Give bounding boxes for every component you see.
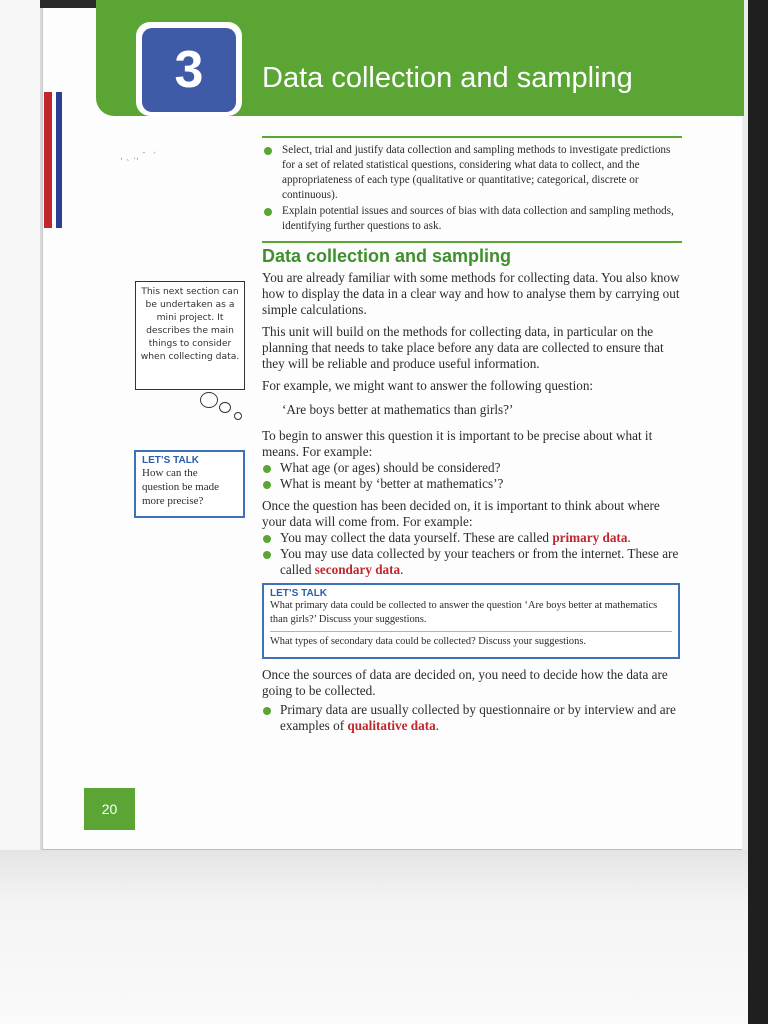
objective-item: Explain potential issues and sources of bias with data collection and sampling methods, identifying further questions to ask. <box>262 204 682 234</box>
paragraph: To begin to answer this question it is important to be precise about what it means. For example: <box>262 428 653 459</box>
lets-talk-title: LET’S TALK <box>142 455 200 466</box>
page-tab-blue <box>56 92 62 228</box>
paragraph: This unit will build on the methods for collecting data, in particular on the planning that needs to take place before any data are collected to ensure that they will be reliable and produce useful information. <box>262 324 664 371</box>
side-lets-talk-box <box>134 450 245 518</box>
page-number: 20 <box>84 788 135 830</box>
thought-bubble-icon <box>234 412 242 420</box>
bullet-icon <box>264 208 272 216</box>
list-item: What is meant by ‘better at mathematics’? <box>262 476 682 492</box>
list-item: You may use data collected by your teachers or from the internet. These are called secondary data. <box>262 546 682 578</box>
bullet-icon <box>264 147 272 155</box>
key-term: qualitative data <box>347 718 436 733</box>
divider <box>270 631 672 632</box>
paragraph: Once the question has been decided on, it is important to think about where your data will come from. For example: <box>262 498 660 529</box>
list-item: You may collect the data yourself. These are called primary data. <box>262 530 682 546</box>
main-text-continued <box>262 667 682 734</box>
chapter-number: 3 <box>142 28 236 112</box>
example-question: ‘Are boys better at mathematics than girls?’ <box>282 402 514 417</box>
discussion-question: What types of secondary data could be collected? Discuss your suggestions. <box>270 636 586 647</box>
bullet-icon <box>263 535 271 543</box>
scan-edge-dark <box>748 0 768 1024</box>
discussion-question: What primary data could be collected to answer the question ‘Are boys better at mathematics than girls?’ Discuss your suggestions. <box>270 600 658 625</box>
thought-bubble-icon <box>200 392 218 408</box>
list-item: Primary data are usually collected by questionnaire or by interview and are examples of qualitative data. <box>262 702 682 734</box>
chapter-title: Data collection and sampling <box>262 62 633 94</box>
lets-talk-title: LET’S TALK <box>270 588 328 599</box>
thought-bubble: This next section can be undertaken as a mini project. It describes the main things to consider when collecting data. <box>135 281 245 390</box>
discussion-question: How can the question be made more precise? <box>142 467 219 507</box>
bullet-icon <box>263 551 271 559</box>
paragraph: Once the sources of data are decided on, you need to decide how the data are going to be collected. <box>262 667 668 698</box>
lets-talk-box <box>262 583 680 659</box>
scan-margin-bottom <box>0 850 768 1024</box>
bullet-icon <box>263 481 271 489</box>
learning-objectives <box>262 136 682 243</box>
key-term: primary data <box>552 530 628 545</box>
paragraph: You are already familiar with some methods for collecting data. You also know how to display the data in a clear way and how to analyse them by carrying out simple calculations. <box>262 270 680 317</box>
page-tab-red <box>44 92 52 228</box>
scan-margin-left <box>0 0 40 850</box>
section-heading: Data collection and sampling <box>262 246 512 266</box>
key-term: secondary data <box>314 562 401 577</box>
list-item: What age (or ages) should be considered? <box>262 460 682 476</box>
pencil-mark: ‚ ˛ .‚ ˘ ´ <box>120 152 157 162</box>
objective-item: Select, trial and justify data collection and sampling methods to investigate predictions for a set of related statistical questions, considering what data to collect, and the appropriateness of each type (qualitative or quantitative; categorical, discrete or continuous). <box>262 143 682 203</box>
main-text <box>262 270 682 578</box>
paragraph: For example, we might want to answer the following question: <box>262 378 594 393</box>
bullet-icon <box>263 707 271 715</box>
bullet-icon <box>263 465 271 473</box>
thought-bubble-icon <box>219 402 231 413</box>
